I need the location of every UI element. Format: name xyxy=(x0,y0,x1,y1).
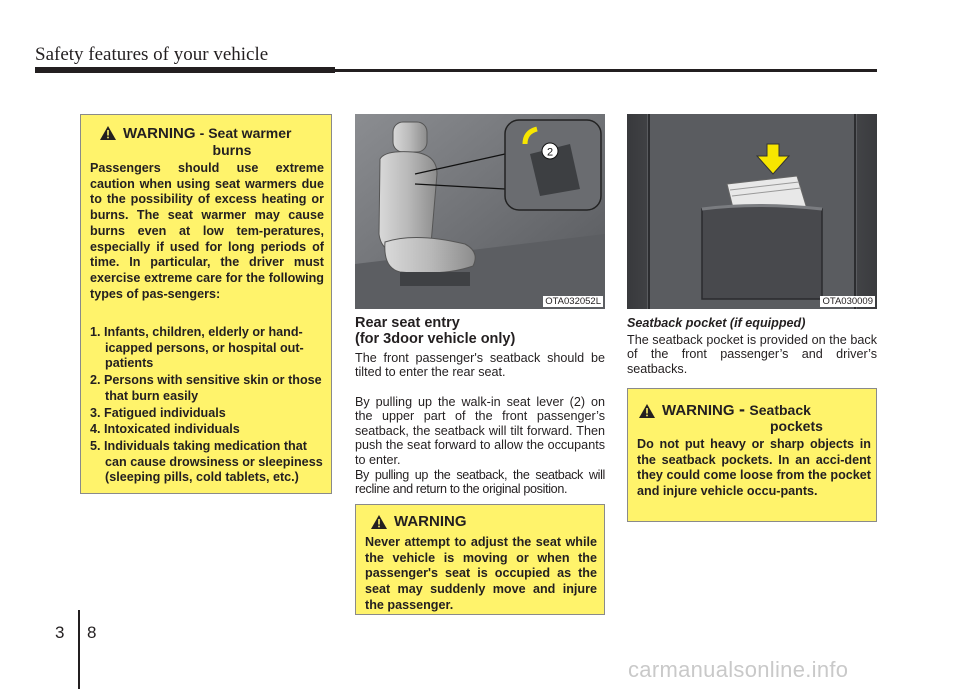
header-rule xyxy=(35,69,877,72)
list-item: 1. Infants, children, elderly or hand-icapped persons, or hospital out-patients xyxy=(90,325,304,371)
section-title-rear-seat-entry xyxy=(355,315,605,347)
seatback-pocket-figure xyxy=(627,114,877,309)
section-title-line2: (for 3door vehicle only) xyxy=(355,331,516,347)
warning-seat-warmer-list xyxy=(90,325,324,487)
page-number: 8 xyxy=(87,623,97,642)
list-item: 5. Individuals taking medication that can cause drowsiness or sleepiness (sleeping pills, cold tablets, etc.) xyxy=(90,438,323,485)
paragraph: The front passenger's seatback should be tilted to enter the rear seat. xyxy=(355,351,605,380)
figure-code: OTA030009 xyxy=(822,296,873,307)
watermark: carmanualsonline.info xyxy=(628,657,849,682)
warning-triangle-icon xyxy=(638,403,656,419)
warning-body: Do not put heavy or sharp objects in the seatback pockets. In an acci-dent they could come loose from the pocket and injure vehicle occu-pants. xyxy=(637,437,871,499)
warning-seat-warmer-header xyxy=(91,125,323,158)
callout-number: 2 xyxy=(546,146,554,159)
list-item: 4. Intoxicated individuals xyxy=(90,422,240,437)
list-item: 3. Fatigued individuals xyxy=(90,405,226,420)
seatback-pocket-illustration xyxy=(627,114,877,309)
warning-label: WARNING xyxy=(394,513,467,530)
warning-subtitle-line2: burns xyxy=(212,142,252,158)
chapter-number: 3 xyxy=(55,623,65,642)
warning-seat-warmer-box xyxy=(80,114,332,494)
warning-label: WARNING xyxy=(662,402,735,419)
seat-lever-figure xyxy=(355,114,605,309)
page-number-divider xyxy=(78,610,80,689)
warning-triangle-icon xyxy=(370,514,388,530)
warning-seatback-pockets-box xyxy=(627,388,877,522)
paragraph: By pulling up the seatback, the seatback will recline and return to the original position. xyxy=(355,468,605,497)
warning-dash: - xyxy=(738,399,745,419)
paragraph: By pulling up the walk-in seat lever (2) on the upper part of the front passenger’s seatback, the seatback will tilt forward. Then push the seat forward to allow the occupants to enter. xyxy=(355,395,605,467)
warning-subtitle-line2: pockets xyxy=(770,418,823,434)
warning-subtitle: - Seat warmer xyxy=(199,125,292,141)
warning-triangle-icon xyxy=(99,125,117,141)
warning-subtitle: Seatback xyxy=(749,402,811,418)
warning-body: Never attempt to adjust the seat while the vehicle is moving or when the passenger's seat is occupied as the seat may suddenly move and injure the passenger. xyxy=(365,535,597,612)
paragraph: The seatback pocket is provided on the back of the front passenger’s and driver’s seatbacks. xyxy=(627,333,877,376)
figure-code: OTA032052L xyxy=(545,296,601,307)
warning-adjust-seat-box xyxy=(355,504,605,615)
section-title-line1: Rear seat entry xyxy=(355,315,460,331)
section-title-seatback-pocket: Seatback pocket (if equipped) xyxy=(627,316,806,330)
warning-label: WARNING xyxy=(123,125,196,142)
list-item: 2. Persons with sensitive skin or those that burn easily xyxy=(90,373,322,403)
page-header-title: Safety features of your vehicle xyxy=(35,44,269,65)
seat-illustration xyxy=(355,114,605,309)
warning-seat-warmer-intro: Passengers should use extreme caution when using seat warmers due to the possibility of excess heating or burns. The seat warmer may cause burns even at low tem-peratures, especially if used for long periods of time. In particular, the driver must exercise extreme care for the following types of pas-sengers: xyxy=(90,161,324,301)
